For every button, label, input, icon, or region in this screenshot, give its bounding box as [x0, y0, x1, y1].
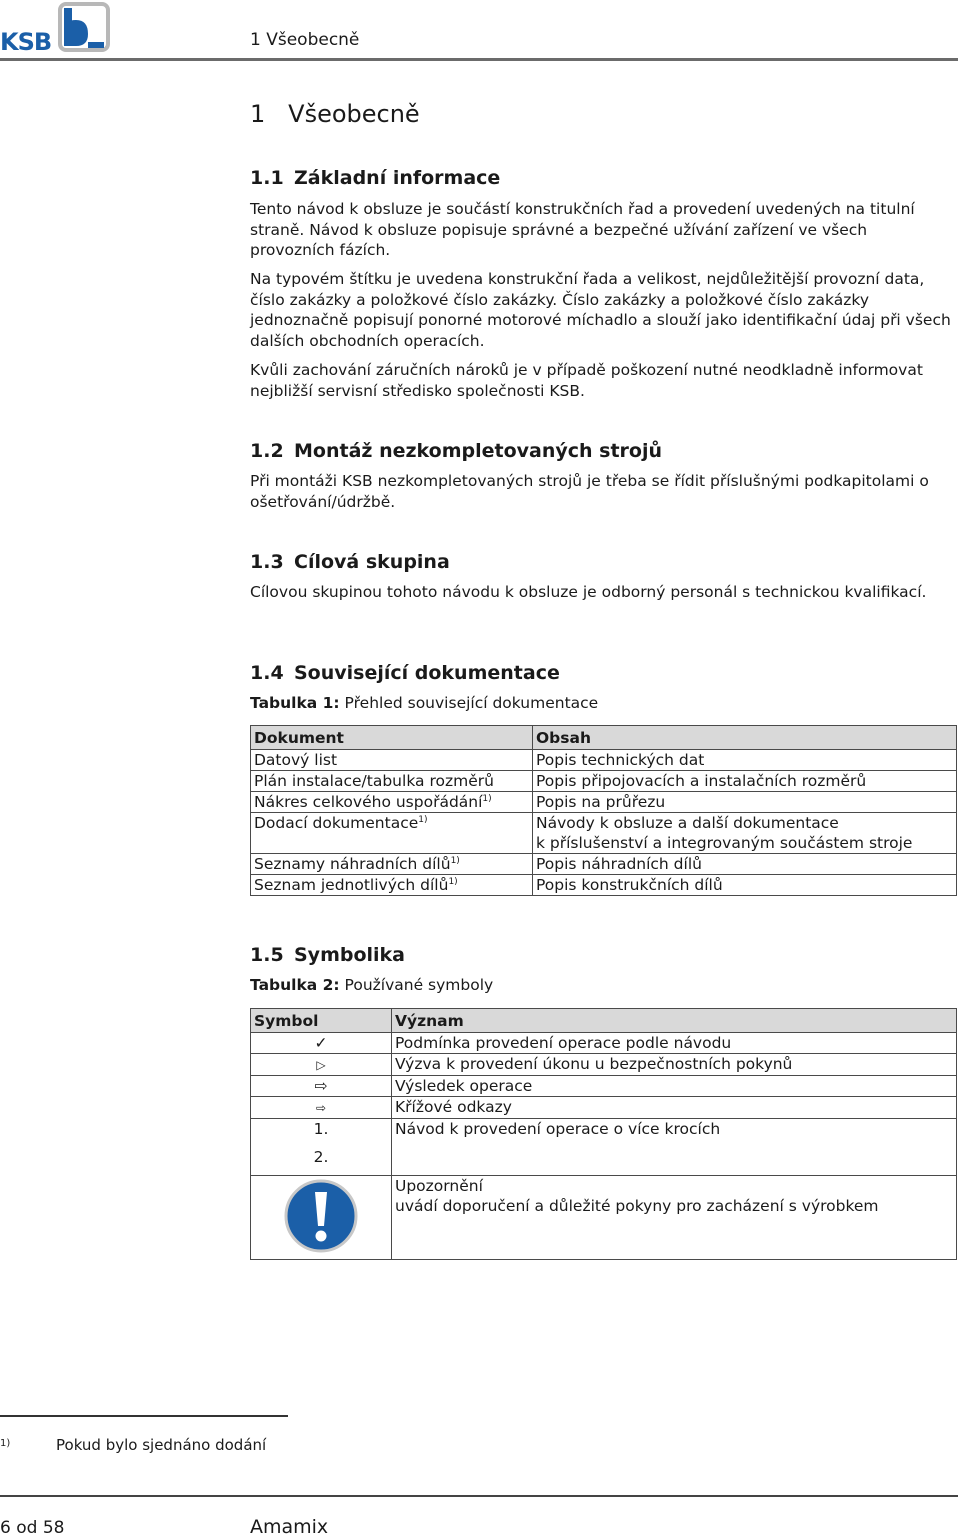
cell-text: Plán instalace/tabulka rozměrů	[254, 772, 494, 790]
cell-text: uvádí doporučení a důležité pokyny pro zacházení s výrobkem	[395, 1197, 879, 1215]
column-header-meaning: Význam	[395, 1012, 464, 1030]
cell-text: Nákres celkového uspořádání	[254, 793, 483, 811]
section-heading-documentation	[250, 662, 560, 684]
table-header-cell	[251, 1009, 392, 1033]
table-cell	[251, 1054, 392, 1076]
table2-caption-label: Tabulka 2:	[250, 976, 340, 994]
section-title: Montáž nezkompletovaných strojů	[294, 440, 663, 462]
cell-text: Výzva k provedení úkonu u bezpečnostních pokynů	[395, 1055, 793, 1073]
cell-text: k příslušenství a integrovaným součástem stroje	[536, 834, 913, 852]
table1-caption-text: Přehled související dokumentace	[339, 694, 599, 712]
step-number: 2.	[313, 1148, 329, 1166]
table-cell	[251, 792, 533, 813]
cell-text: Popis na průřezu	[536, 793, 666, 811]
cell-text: Návod k provedení operace o více krocích	[395, 1120, 721, 1138]
paragraph: Na typovém štítku je uvedena konstrukční řada a velikost, nejdůležitější provozní data, číslo zakázky a položkové číslo zakázky. Číslo zakázky a položkové číslo zakázky jednoznačně popisují ponorné motorové míchadlo a slouží jako identifikační údaj při všech dalších obchodních operacích.	[250, 270, 951, 350]
section-title: Cílová skupina	[294, 551, 450, 573]
table-cell	[251, 1076, 392, 1097]
table-row	[251, 875, 957, 896]
cell-text: Seznam jednotlivých dílů	[254, 876, 449, 894]
footnote-text: Pokud bylo sjednáno dodání	[56, 1436, 267, 1454]
table-cell	[251, 771, 533, 792]
cell-text: Výsledek operace	[395, 1077, 533, 1095]
table-cell	[533, 813, 957, 854]
paragraph: Při montáži KSB nezkompletovaných strojů je třeba se řídit příslušnými podkapitolami o ošetřování/údržbě.	[250, 472, 929, 511]
result-arrow-icon: ⇨	[314, 1077, 328, 1095]
table-row	[251, 792, 957, 813]
table-cell	[392, 1097, 957, 1119]
cell-text: Popis konstrukčních dílů	[536, 876, 723, 894]
paragraph: Cílovou skupinou tohoto návodu k obsluze je odborný personál s technickou kvalifikací.	[250, 583, 927, 601]
step-number: 1.	[313, 1120, 329, 1138]
table2-caption	[250, 976, 493, 994]
table-cell	[251, 1097, 392, 1119]
footnote-divider	[0, 1415, 288, 1417]
table-cell	[392, 1119, 957, 1176]
cell-text: Podmínka provedení operace podle návodu	[395, 1034, 732, 1052]
table-cell	[251, 854, 533, 875]
column-header-content: Obsah	[536, 729, 591, 747]
footnote-ref: 1)	[482, 794, 492, 804]
section-number: 1.5	[250, 944, 284, 966]
table-header-cell	[251, 726, 533, 750]
cell-text: Seznamy náhradních dílů	[254, 855, 451, 873]
table-cell	[533, 792, 957, 813]
footnote-ref: 1)	[450, 856, 460, 866]
table-cell	[533, 771, 957, 792]
header-title: 1 Všeobecně	[250, 30, 360, 50]
table-cell	[251, 1176, 392, 1260]
table-row	[251, 1176, 957, 1260]
header-divider	[0, 58, 958, 61]
cell-text: Upozornění	[395, 1177, 483, 1195]
table-row	[251, 1076, 957, 1097]
table-row	[251, 1033, 957, 1054]
cell-text: Popis připojovacích a instalačních rozměrů	[536, 772, 867, 790]
cell-text: Dodací dokumentace	[254, 814, 419, 832]
table-cell	[533, 750, 957, 771]
section-number: 1.1	[250, 167, 284, 189]
table-row	[251, 750, 957, 771]
section-heading-target-group	[250, 551, 450, 573]
column-header-document: Dokument	[254, 729, 344, 747]
paragraph: Kvůli zachování záručních nároků je v případě poškození nutné neodkladně informovat nejbližší servisní středisko společnosti KSB.	[250, 361, 923, 400]
section-number: 1.3	[250, 551, 284, 573]
cell-text: Návody k obsluze a další dokumentace	[536, 814, 839, 832]
notice-exclamation-icon	[283, 1178, 359, 1259]
table-row	[251, 1097, 957, 1119]
table-cell	[392, 1033, 957, 1054]
footnote-ref: 1)	[448, 877, 458, 887]
documentation-table	[250, 725, 957, 896]
triangle-right-icon: ▷	[316, 1058, 326, 1072]
table-cell	[251, 813, 533, 854]
section-heading-assembly	[250, 440, 662, 462]
table-cell	[533, 875, 957, 896]
section-title: Symbolika	[294, 944, 406, 966]
paragraph: Tento návod k obsluze je součástí konstrukčních řad a provedení uvedených na titulní straně. Návod k obsluze popisuje správné a bezpečné užívání zařízení ve všech provozních fázích.	[250, 200, 915, 259]
table-row	[251, 1054, 957, 1076]
page-number: 6 od 58	[0, 1518, 65, 1538]
table-row	[251, 771, 957, 792]
chapter-title: 1 Všeobecně	[250, 100, 420, 128]
footer-divider	[0, 1495, 958, 1497]
symbols-table	[250, 1008, 957, 1260]
table-header-cell	[533, 726, 957, 750]
cell-text: Popis náhradních dílů	[536, 855, 702, 873]
cell-text: Datový list	[254, 751, 338, 769]
table-cell	[251, 875, 533, 896]
section-title: Základní informace	[294, 167, 501, 189]
table-cell	[533, 854, 957, 875]
table-row	[251, 854, 957, 875]
table-cell	[392, 1054, 957, 1076]
checkmark-icon: ✓	[314, 1034, 328, 1052]
table-header-row	[251, 1009, 957, 1033]
table-header-row	[251, 726, 957, 750]
cell-text: Popis technických dat	[536, 751, 705, 769]
table-cell	[251, 750, 533, 771]
table-row	[251, 1119, 957, 1176]
column-header-symbol: Symbol	[254, 1012, 319, 1030]
table-cell	[251, 1033, 392, 1054]
section-heading-basic-info	[250, 167, 500, 189]
footnote-ref: 1)	[418, 815, 428, 825]
table1-caption-label: Tabulka 1:	[250, 694, 340, 712]
table-row	[251, 813, 957, 854]
cross-reference-arrow-icon: ⇨	[315, 1101, 327, 1115]
table-cell	[392, 1176, 957, 1260]
footnote-mark: 1)	[0, 1438, 11, 1449]
ksb-logo-text: KSB	[0, 28, 52, 56]
section-number: 1.2	[250, 440, 284, 462]
section-title: Související dokumentace	[294, 662, 560, 684]
cell-text: Křížové odkazy	[395, 1098, 512, 1116]
table2-caption-text: Používané symboly	[339, 976, 494, 994]
footnote	[0, 1436, 266, 1454]
table-cell	[392, 1076, 957, 1097]
table-header-cell	[392, 1009, 957, 1033]
section-number: 1.4	[250, 662, 284, 684]
product-name: Amamix	[250, 1516, 329, 1538]
table-cell	[251, 1119, 392, 1176]
table1-caption	[250, 694, 598, 712]
ksb-logo-icon	[58, 2, 114, 56]
section-heading-symbols	[250, 944, 405, 966]
